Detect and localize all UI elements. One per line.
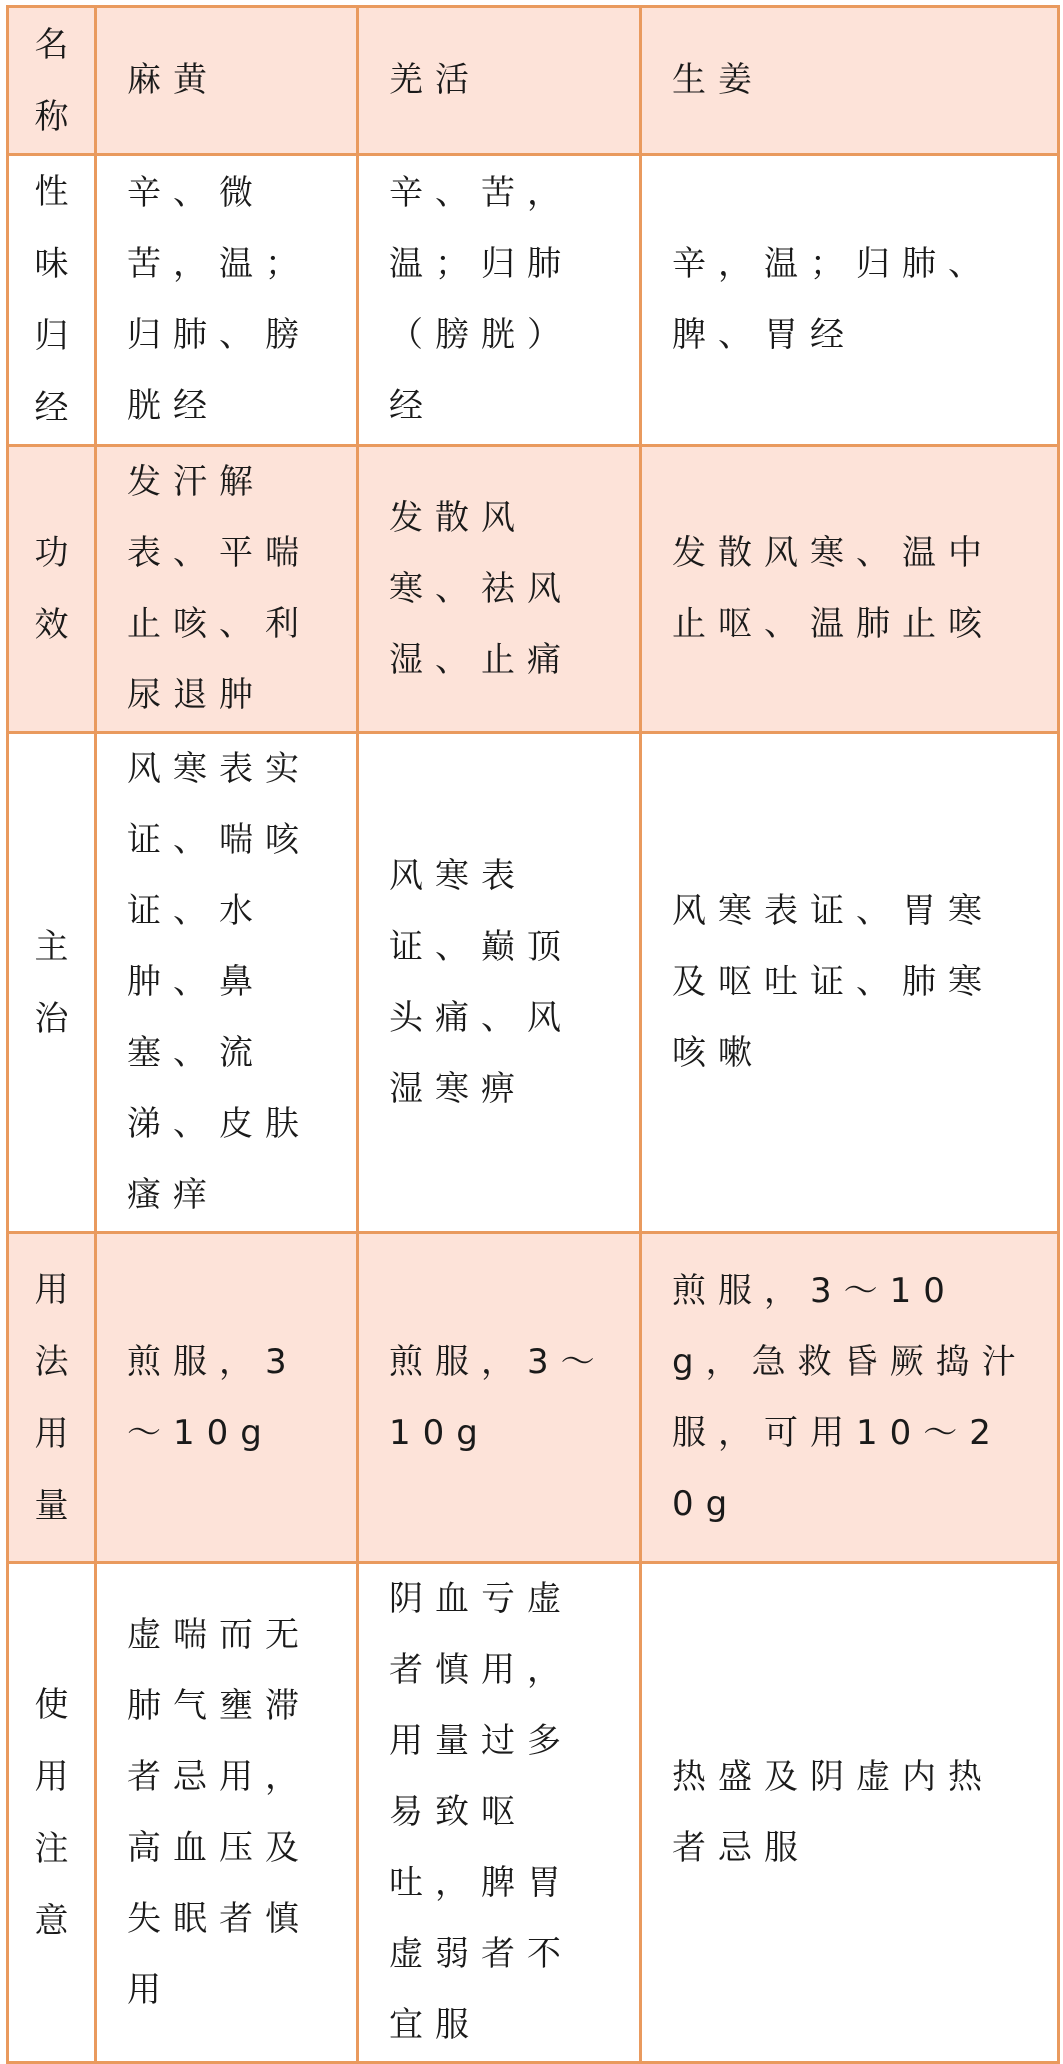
row-label: 功效 [8,446,96,733]
row-label: 主治 [8,733,96,1233]
row-label: 性味归经 [8,155,96,446]
cell-shengjiang: 辛，温；归肺、脾、胃经 [641,155,1059,446]
header-name-label: 名称 [8,7,96,155]
header-row [8,7,1059,155]
cell-shengjiang: 热盛及阴虚内热者忌服 [641,1563,1059,2063]
cell-mahuang: 辛、微苦，温；归肺、膀胱经 [96,155,358,446]
cell-mahuang: 风寒表实证、喘咳证、水肿、鼻塞、流涕、皮肤瘙痒 [96,733,358,1233]
cell-mahuang: 煎服，3～10g [96,1233,358,1563]
row-gongxiao [8,446,1059,733]
cell-shengjiang: 煎服，3～10g，急救昏厥捣汁服，可用10～20g [641,1233,1059,1563]
row-label: 使用注意 [8,1563,96,2063]
cell-qianghuo: 发散风寒、祛风湿、止痛 [358,446,641,733]
cell-qianghuo: 煎服，3～10g [358,1233,641,1563]
row-label: 用法用量 [8,1233,96,1563]
row-shiyong-zhuyi [8,1563,1059,2063]
row-yongfa-yongliang [8,1233,1059,1563]
header-qianghuo: 羌活 [358,7,641,155]
cell-mahuang: 虚喘而无肺气壅滞者忌用，高血压及失眠者慎用 [96,1563,358,2063]
cell-qianghuo: 阴血亏虚者慎用，用量过多易致呕吐，脾胃虚弱者不宜服 [358,1563,641,2063]
cell-qianghuo: 辛、苦，温；归肺（膀胱）经 [358,155,641,446]
header-shengjiang: 生姜 [641,7,1059,155]
herb-comparison-table [6,5,1060,2064]
cell-shengjiang: 风寒表证、胃寒及呕吐证、肺寒咳嗽 [641,733,1059,1233]
cell-shengjiang: 发散风寒、温中止呕、温肺止咳 [641,446,1059,733]
cell-mahuang: 发汗解表、平喘止咳、利尿退肿 [96,446,358,733]
row-xingwei-guijing [8,155,1059,446]
header-mahuang: 麻黄 [96,7,358,155]
cell-qianghuo: 风寒表证、巅顶头痛、风湿寒痹 [358,733,641,1233]
row-zhuzhi [8,733,1059,1233]
